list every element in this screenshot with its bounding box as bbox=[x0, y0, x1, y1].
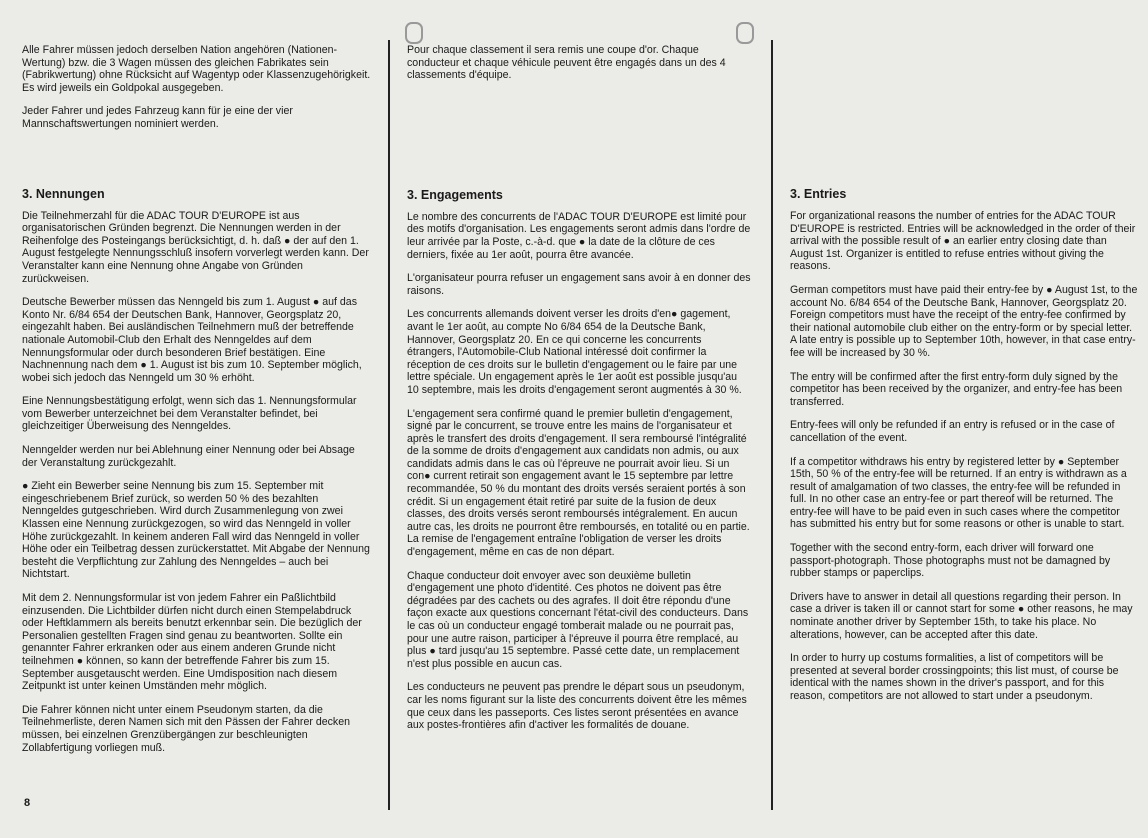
body-paragraph: Die Fahrer können nicht unter einem Pseudonym starten, da die Teilnehmerliste, deren Namen sich mit den Pässen der Fahrer decken müssen, bei einzelnen Grenzübergängen zur beschleunigten Zollabfertigung vorliegen muß. bbox=[22, 703, 350, 754]
column-divider bbox=[388, 40, 390, 810]
body-paragraph: Les concurrents allemands doivent verser les droits d'en● gagement, avant le 1er août, au compte No 6/84 654 de la Deutsche Bank, Hannover, Georgsplatz 20. En ce qui concerne les concurrents étrangers, l'Automobile-Club National intéressé doit confirmer la réception de ces droits sur le bulletin d'engagement ou le faire par une lettre spéciale. Un engagement après le 1er août est possible jusqu'au 10 septembre, mais les droits d'engagement seront augmentés à 30 %. bbox=[407, 308, 742, 396]
section-heading: 3. Nennungen bbox=[22, 186, 105, 201]
body-paragraph: L'organisateur pourra refuser un engagement sans avoir à en donner des raisons. bbox=[407, 272, 751, 297]
body-paragraph: German competitors must have paid their entry-fee by ● August 1st, to the account No. 6/84 654 of the Deutsche Bank, Hannover, Georgsplatz 20. Foreign competitors must have the receipt of the entry-fee confirmed by their national automobile club either on the entry-form or by special letter. A late entry is possible up to September 10th, however, in that case entry-fee will be increased by 30 %. bbox=[790, 283, 1138, 359]
column-divider bbox=[771, 40, 773, 810]
german-column bbox=[22, 44, 372, 765]
page-number: 8 bbox=[24, 797, 31, 809]
body-paragraph: ● Zieht ein Bewerber seine Nennung bis zum 15. September mit eingeschriebenem Brief zurück, so werden 50 % des bezahlten Nenngeldes gutgeschrieben. Wird durch Zusammenlegung von zwei Klassen eine Nennung zurückgezogen, so wird das Nenngeld in voller Höhe zurückgezahlt. In keinem anderen Fall wird das Nenngeld in voller Höhe oder ein Teilbetrag dessen zurückerstattet. Mit Abgabe der Nennung besteht die Verpflichtung zur Zahlung des Nenngeldes – auch bei Nichtstart. bbox=[22, 480, 370, 581]
intro-paragraph: Jeder Fahrer und jedes Fahrzeug kann für je eine der vier Mannschaftswertungen nominiert werden. bbox=[22, 105, 293, 130]
paperclip-mark bbox=[736, 22, 754, 44]
english-column bbox=[790, 44, 1138, 714]
body-paragraph: Drivers have to answer in detail all questions regarding their person. In case a driver is taken ill or cannot start for some ● other reasons, he may nominate another driver by September 15th, to take his place. No alterations, however, can be accepted after this date. bbox=[790, 590, 1133, 641]
body-paragraph: In order to hurry up costums formalities, a list of competitors will be presented at several border crossingpoints; this list must, of course be identical with the names shown in the driver's passport, and for this reason, competitors are not allowed to start under a pseudonym. bbox=[790, 652, 1119, 702]
body-paragraph: Nenngelder werden nur bei Ablehnung einer Nennung oder bei Absage der Veranstaltung zurückgezahlt. bbox=[22, 444, 355, 469]
body-paragraph: L'engagement sera confirmé quand le premier bulletin d'engagement, signé par le concurrent, se trouve entre les mains de l'organisateur et après le transfert des droits d'engagement. Il sera remboursé l'intégralité de la somme de droits d'engagement aux candidats non admis, ou aux candidats admis dans le cas où l'épreuve ne pourrait avoir lieu. Si un con● current retirait son engagement avant le 15 septembre par lettre recommandée, 50 % du montant des droits versés seraient portés à son crédit. Si un engagement était retiré par suite de la fusion de deux classes, des droits versés seront remboursés intégralement. En aucun autre cas, les droits ne pourront être remboursés, en totalité ou en partie. La remise de l'engagement entraîne l'obligation de verser les droits d'engagement, même en cas de non départ. bbox=[407, 407, 750, 559]
section-gap bbox=[407, 93, 751, 188]
section-gap bbox=[790, 44, 1138, 187]
section-heading: 3. Entries bbox=[790, 187, 847, 201]
body-paragraph: Le nombre des concurrents de l'ADAC TOUR D'EUROPE est limité pour des motifs d'organisation. Les engagements seront admis dans l'ordre de leur arrivée par la Poste, c.-à-d. que ● la date de la clôture de ces derniers, fixée au 1er août, pourra être avancée. bbox=[407, 210, 751, 261]
body-paragraph: If a competitor withdraws his entry by registered letter by ● September 15th, 50 % of the entry-fee will be returned. If an entry is withdrawn as a result of amalgamation of two classes, the entry-fee will be refunded in full. In no other case an entry-fee or part thereof will be returned. The entry-fee will have to be paid even in such cases where the competitor has submitted his entry but for some reasons or other is unable to start. bbox=[790, 455, 1127, 531]
body-paragraph: Eine Nennungsbestätigung erfolgt, wenn sich das 1. Nennungsformular vom Bewerber unterzeichnet bei dem Veranstalter befindet, bei gleichzeitiger Überweisung des Nenngeldes. bbox=[22, 395, 357, 433]
paperclip-mark bbox=[405, 22, 423, 44]
intro-paragraph: Pour chaque classement il sera remis une coupe d'or. Chaque conducteur et chaque véhicule peuvent être engagés dans un des 4 classements d'équipe. bbox=[407, 44, 726, 82]
body-paragraph: Chaque conducteur doit envoyer avec son deuxième bulletin d'engagement une photo d'identité. Ces photos ne doivent pas être dégradées par des cachets ou des agrafes. Il doit être répondu d'une façon exacte aux questions concernant l'état-civil des conducteurs. Dans le cas où un conducteur engagé tomberait malade ou ne pourrait pas, pour une autre raison, participer à l'épreuve il pourra être remplacé, au plus ● tard jusqu'au 15 septembre. Passé cette date, un remplacement n'est plus possible en aucun cas. bbox=[407, 569, 749, 670]
intro-paragraph: Alle Fahrer müssen jedoch derselben Nation angehören (Nationen-Wertung) bzw. die 3 Wagen müssen des gleichen Fabrikates sein (Fabrikwertung) ohne Rücksicht auf Wagentyp oder Klassenzugehörigkeit. Es wird jeweils ein Goldpokal ausgegeben. bbox=[22, 44, 371, 94]
body-paragraph: Les conducteurs ne peuvent pas prendre le départ sous un pseudonym, car les noms figurant sur la liste des concurrents doivent être les mêmes que ceux dans les passeports. Ces listes seront présentées en avance aux postes-frontières afin d'activer les formalités de douane. bbox=[407, 681, 747, 732]
body-paragraph: Die Teilnehmerzahl für die ADAC TOUR D'EUROPE ist aus organisatorischen Gründen begrenzt. Die Nennungen werden in der Reihenfolge des Posteingangs berücksichtigt, d. h. daß ● der auf den 1. August festgelegte Nennungsschluß insofern vorverlegt werden kann. Der Veranstalter kann eine Nennung ohne Angabe von Gründen zurückweisen. bbox=[22, 209, 369, 285]
body-paragraph: The entry will be confirmed after the first entry-form duly signed by the competitor has been received by the organizer, and entry-fee has been transferred. bbox=[790, 370, 1123, 408]
body-paragraph: Deutsche Bewerber müssen das Nenngeld bis zum 1. August ● auf das Konto Nr. 6/84 654 der Deutschen Bank, Hannover, Georgsplatz 20, eingezahlt haben. Bei ausländischen Teilnehmern muß der betreffende nationale Automobil-Club den Erhalt des Nenngeldes auf dem Nennungsformular oder durch besonderen Brief bestätigen. Eine Nachnennung nach dem ● 1. August ist bis zum 10. September möglich, wobei sich jedoch das Nenngeld um 30 % erhöht. bbox=[22, 296, 362, 384]
section-heading: 3. Engagements bbox=[407, 187, 503, 202]
body-paragraph: For organizational reasons the number of entries for the ADAC TOUR D'EUROPE is restricted. Entries will be acknowledged in the order of their arrival with the possible result of ● an earlier entry closing date than August 1st. Organizer is entitled to refuse entries without giving the reasons. bbox=[790, 210, 1136, 273]
section-gap bbox=[22, 142, 372, 187]
body-paragraph: Entry-fees will only be refunded if an entry is refused or in the case of cancellation of the event. bbox=[790, 419, 1115, 444]
body-paragraph: Together with the second entry-form, each driver will forward one passport-photograph. Those photographs must not be damagned by rubber stamps or paperclips. bbox=[790, 542, 1111, 580]
french-column bbox=[407, 44, 751, 743]
body-paragraph: Mit dem 2. Nennungsformular ist von jedem Fahrer ein Paßlichtbild einzusenden. Die Lichtbilder dürfen nicht durch einen Stempelabdruck oder Heftklammern als bereits benutzt erkennbar sein. Die bezüglich der Personalien gestellten Fragen sind genau zu beantworten. Sollte ein genannter Fahrer erkranken oder aus einem anderen Grunde nicht teilnehmen ● können, so kann der betreffende Fahrer bis zum 15. September ausgetauscht werden. Eine Umdisposition nach diesem Zeitpunkt ist unter keinen Umständen mehr möglich. bbox=[22, 592, 362, 693]
